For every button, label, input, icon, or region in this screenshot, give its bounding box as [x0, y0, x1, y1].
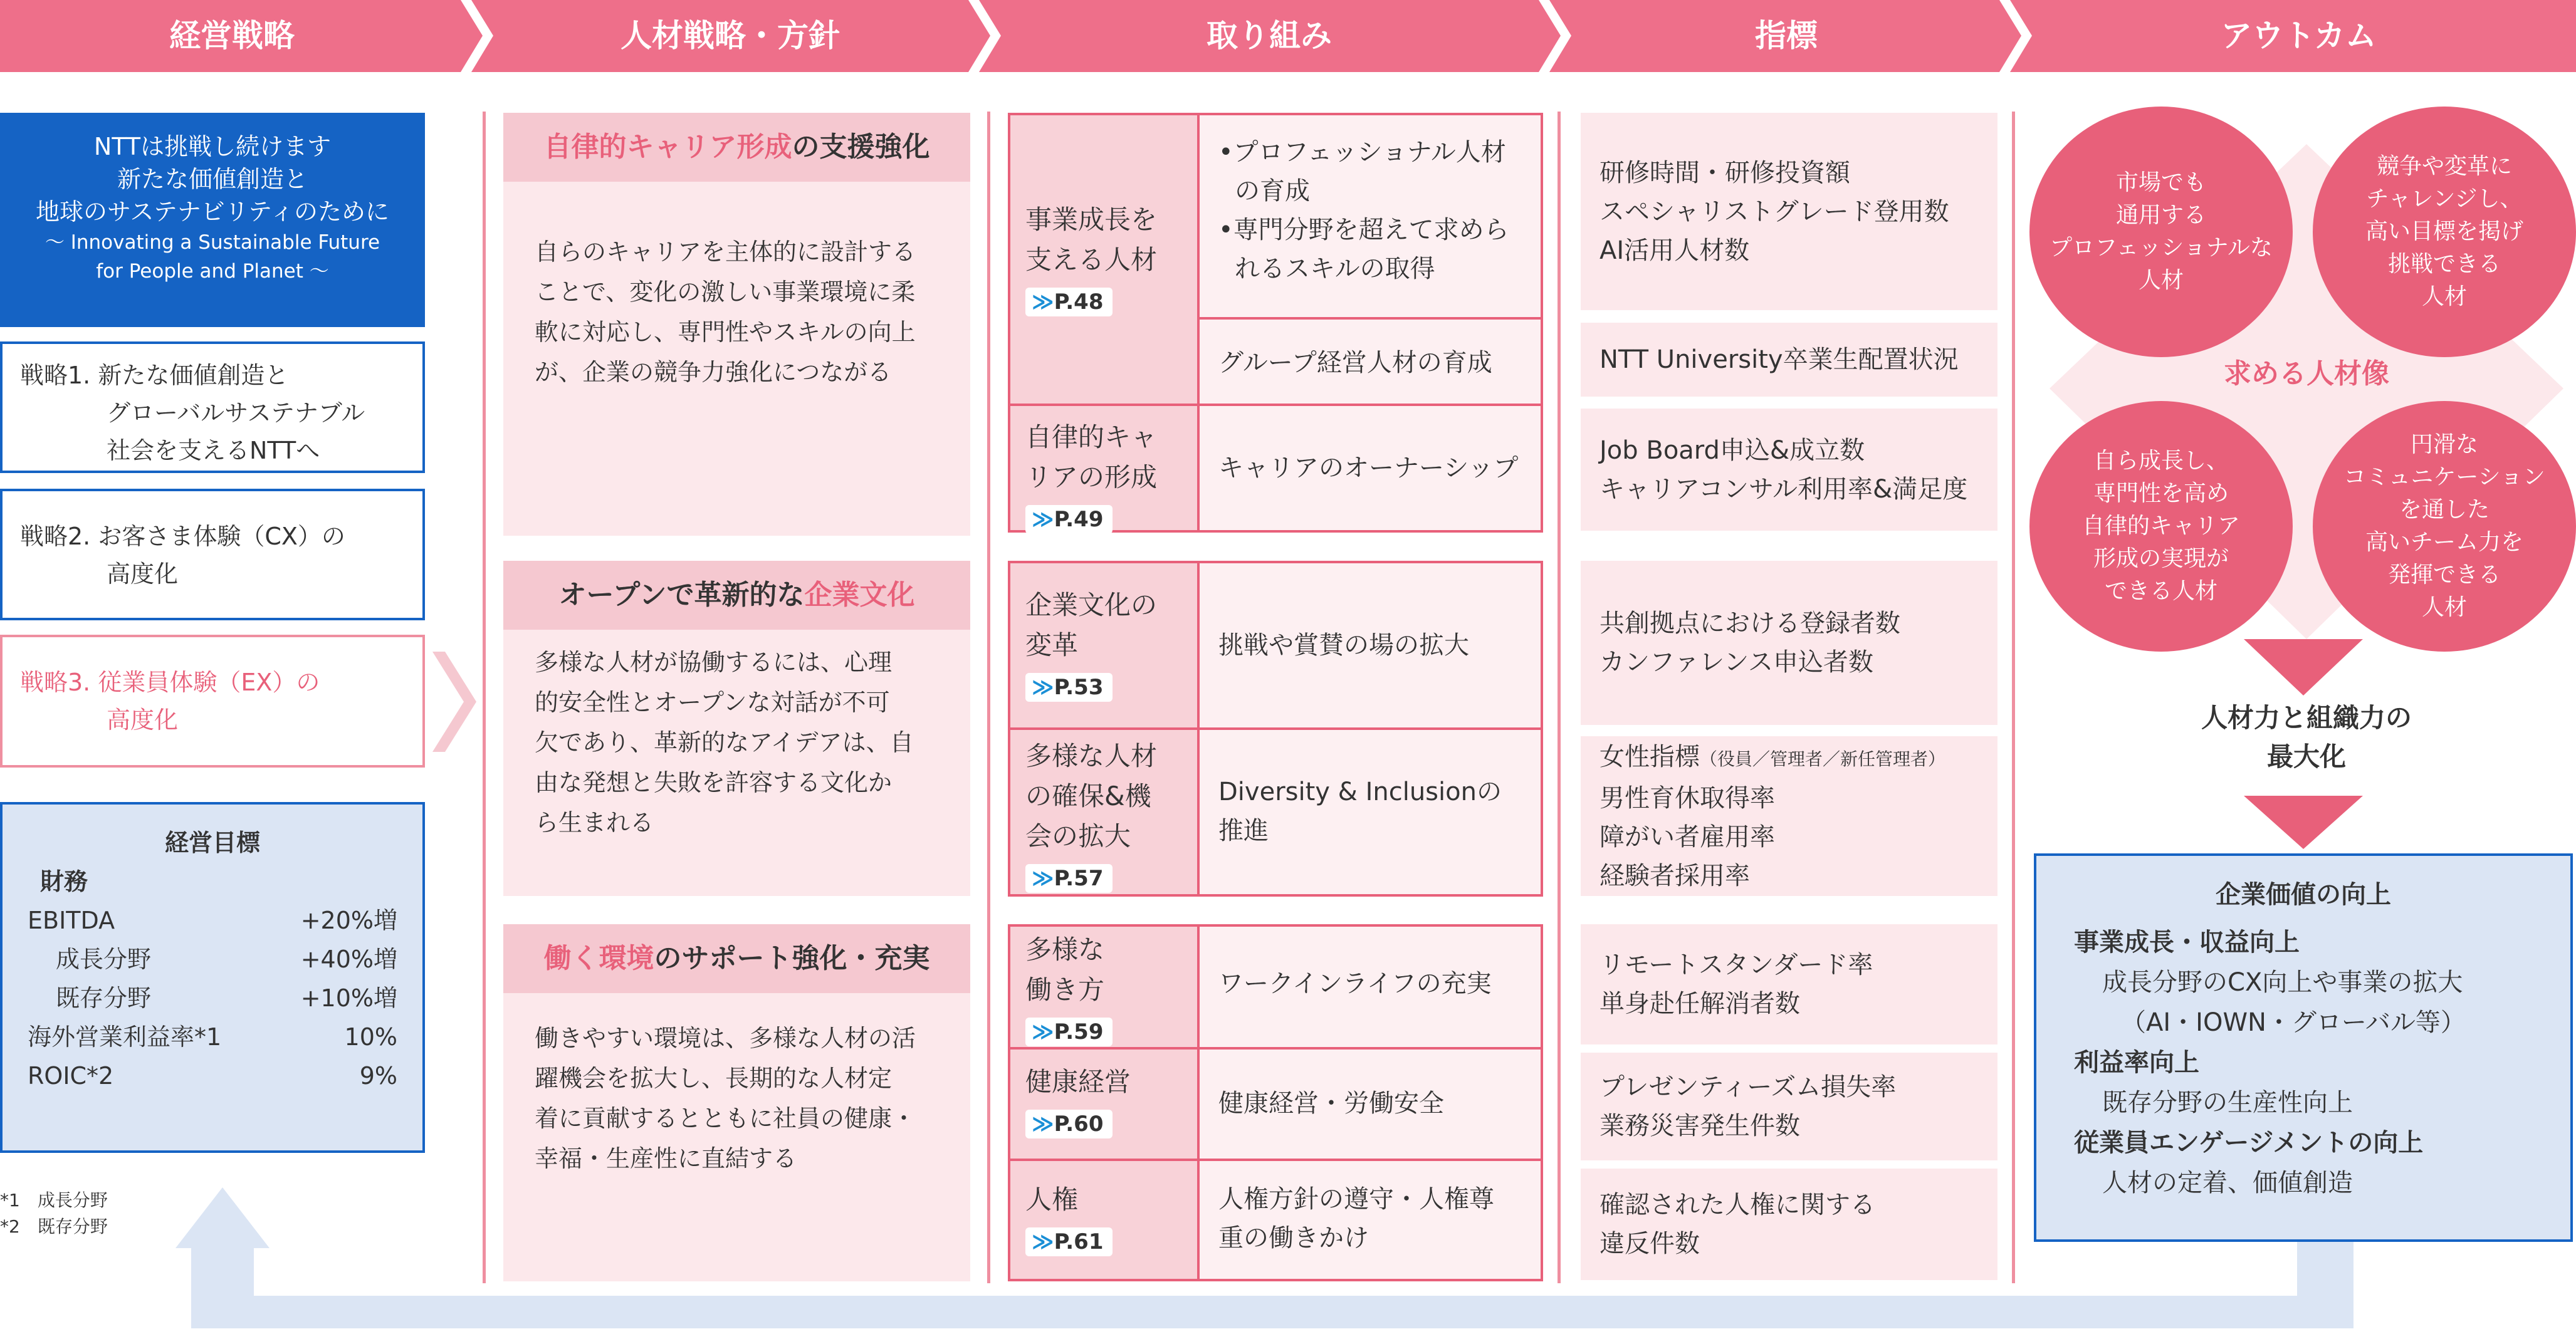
- strategy-2-box: [0, 489, 425, 620]
- maximize-text: 人材力と組織力の 最大化: [2201, 702, 2412, 772]
- ev-title: 企業価値の向上: [2216, 880, 2391, 909]
- goal-row: 既存分野 +10%増: [56, 984, 397, 1012]
- vision-line: 新たな価値創造と: [117, 165, 308, 193]
- talent-circle-2: 競争や変革に チャレンジし、 高い目標を掲げ 挑戦できる 人材: [2313, 107, 2576, 357]
- header-initiatives: 取り組み: [1207, 18, 1332, 54]
- goal-row: 成長分野 +40%増: [56, 945, 397, 973]
- initiative-detail: •プロフェッショナル人材 の育成 •専門分野を超えて求めら れるスキルの取得: [1197, 113, 1543, 320]
- policy-1-title: 自律的キャリア形成の支援強化: [503, 113, 970, 182]
- policy-2-title: オープンで革新的な企業文化: [503, 561, 970, 630]
- ev-heading: 利益率向上: [2074, 1048, 2199, 1077]
- strategy-1-line: 社会を支えるNTTへ: [107, 437, 320, 464]
- enterprise-value-box: 企業価値の向上 事業成長・収益向上 成長分野のCX向上や事業の拡大 （AI・IOWN・グローバル等） 利益率向上 既存分野の生産性向上 従業員エンゲージメントの向上 人材の定着、価値創造: [2034, 853, 2573, 1242]
- indicator-box: NTT University卒業生配置状況: [1581, 323, 1997, 397]
- header-strategy: 経営戦略: [169, 18, 295, 54]
- initiative-cell: 多様な 働き方 ≫P.59: [1008, 924, 1200, 1050]
- footnote: *1 成長分野: [0, 1190, 108, 1211]
- footnote: *2 既存分野: [0, 1216, 108, 1237]
- goals-title: 経営目標: [164, 829, 260, 857]
- policy-panel-1: [503, 113, 970, 536]
- initiative-detail: 挑戦や賞賛の場の拡大: [1197, 561, 1543, 730]
- strategy-2-line: 高度化: [107, 560, 179, 588]
- policy-3-title: 働く環境のサポート強化・充実: [503, 924, 970, 993]
- header-outcome: アウトカム: [2221, 18, 2377, 54]
- header-indicators: 指標: [1755, 18, 1818, 54]
- goal-row: ROIC*2 9%: [28, 1062, 397, 1090]
- vision-en: for People and Planet 〜: [96, 260, 329, 283]
- initiative-cell: 健康経営 ≫P.60: [1008, 1047, 1200, 1161]
- initiative-cell: 企業文化の 変革 ≫P.53: [1008, 561, 1200, 730]
- goal-row: EBITDA +20%増: [28, 907, 397, 934]
- down-arrow-icon: [2244, 639, 2363, 695]
- talent-circle-1: 市場でも 通用する プロフェッショナルな 人材: [2029, 107, 2293, 357]
- policy-panel-2: [503, 561, 970, 896]
- page-link[interactable]: ≫P.53: [1025, 673, 1113, 702]
- ev-heading: 従業員エンゲージメントの向上: [2074, 1128, 2424, 1157]
- initiative-detail: ワークインライフの充実: [1197, 924, 1543, 1050]
- vision-box: [0, 113, 425, 327]
- initiative-cell: 多様な人材 の確保&機 会の拡大 ≫P.57: [1008, 727, 1200, 897]
- talent-circle-3: 自ら成長し、 専門性を高め 自律的キャリア 形成の実現が できる人材: [2029, 401, 2293, 652]
- strategy-3-box: [0, 635, 425, 768]
- column-divider: [987, 112, 990, 1283]
- indicator-box: 共創拠点における登録者数 カンファレンス申込者数: [1581, 561, 1997, 725]
- vision-en: 〜 Innovating a Sustainable Future: [45, 231, 380, 254]
- page-link[interactable]: ≫P.57: [1025, 864, 1113, 893]
- page-link[interactable]: ≫P.59: [1025, 1018, 1113, 1046]
- indicator-box: プレゼンティーズム損失率 業務災害発生件数: [1581, 1053, 1997, 1160]
- strategy-1-box: [0, 341, 425, 473]
- initiative-detail: グループ経営人材の育成: [1197, 317, 1543, 406]
- page-link[interactable]: ≫P.61: [1025, 1227, 1113, 1256]
- strategy-1-line: グローバルサステナブル: [107, 399, 365, 427]
- column-divider: [483, 112, 486, 1283]
- initiative-cell: 人権 ≫P.61: [1008, 1159, 1200, 1281]
- management-goals-box: [0, 802, 425, 1153]
- strategy-1-line: 戦略1. 新たな価値創造と: [20, 362, 289, 389]
- strategy-3-arrow-icon: [432, 652, 476, 752]
- feedback-loop-arrow: [0, 1178, 2576, 1344]
- policy-1-body: 自らのキャリアを主体的に設計する ことで、変化の激しい事業環境に柔 軟に対応し、専門性やスキルの向上 が、企業の競争力強化につながる: [535, 238, 916, 386]
- indicator-box: 研修時間・研修投資額 スペシャリストグレード登用数 AI活用人材数: [1581, 113, 1997, 310]
- indicator-box: Job Board申込&成立数 キャリアコンサル利用率&満足度: [1581, 409, 1997, 531]
- required-talent-label: 求める人材像: [2224, 358, 2389, 390]
- page-link[interactable]: ≫P.48: [1025, 288, 1113, 316]
- initiative-detail: 人権方針の遵守・人権尊 重の働きかけ: [1197, 1159, 1543, 1281]
- indicator-box: リモートスタンダード率 単身赴任解消者数: [1581, 924, 1997, 1044]
- initiative-detail: キャリアのオーナーシップ: [1197, 404, 1543, 533]
- policy-2-body: 多様な人材が協働するには、心理 的安全性とオープンな対話が不可 欠であり、革新的なアイデアは、自 由な発想と失敗を許容する文化か ら生まれる: [535, 649, 914, 836]
- down-arrow-icon: [2244, 796, 2363, 849]
- initiative-detail: Diversity & Inclusionの 推進: [1197, 727, 1543, 897]
- vision-line: NTTは挑戦し続けます: [93, 133, 332, 160]
- strategy-3-line: 戦略3. 従業員体験（EX）の: [20, 669, 320, 696]
- header-policy: 人材戦略・方針: [620, 18, 840, 54]
- goals-subtitle: 財務: [40, 868, 88, 895]
- page-link[interactable]: ≫P.49: [1025, 505, 1113, 534]
- vision-line: 地球のサステナビリティのために: [36, 198, 389, 226]
- initiative-cell: 自律的キャ リアの形成 ≫P.49: [1008, 404, 1200, 533]
- indicator-box: 女性指標（役員／管理者／新任管理者） 男性育休取得率 障がい者雇用率 経験者採用率: [1581, 736, 1997, 896]
- talent-circle-4: 円滑な コミュニケーション を通した 高いチーム力を 発揮できる 人材: [2313, 401, 2576, 652]
- initiative-cell: 事業成長を 支える人材 ≫P.48: [1008, 113, 1200, 533]
- ev-heading: 事業成長・収益向上: [2074, 928, 2300, 957]
- policy-3-body: 働きやすい環境は、多様な人材の活 躍機会を拡大し、長期的な人材定 着に貢献するとともに社員の健康・ 幸福・生産性に直結する: [535, 1024, 916, 1172]
- strategy-3-line: 高度化: [107, 706, 179, 734]
- page-link[interactable]: ≫P.60: [1025, 1110, 1113, 1138]
- goal-row: 海外営業利益率*1 10%: [28, 1023, 397, 1051]
- column-divider: [2012, 112, 2015, 1283]
- indicator-box: 確認された人権に関する 違反件数: [1581, 1169, 1997, 1280]
- initiative-detail: 健康経営・労働安全: [1197, 1047, 1543, 1161]
- strategy-2-line: 戦略2. お客さま体験（CX）の: [20, 523, 345, 550]
- column-divider: [1558, 112, 1561, 1283]
